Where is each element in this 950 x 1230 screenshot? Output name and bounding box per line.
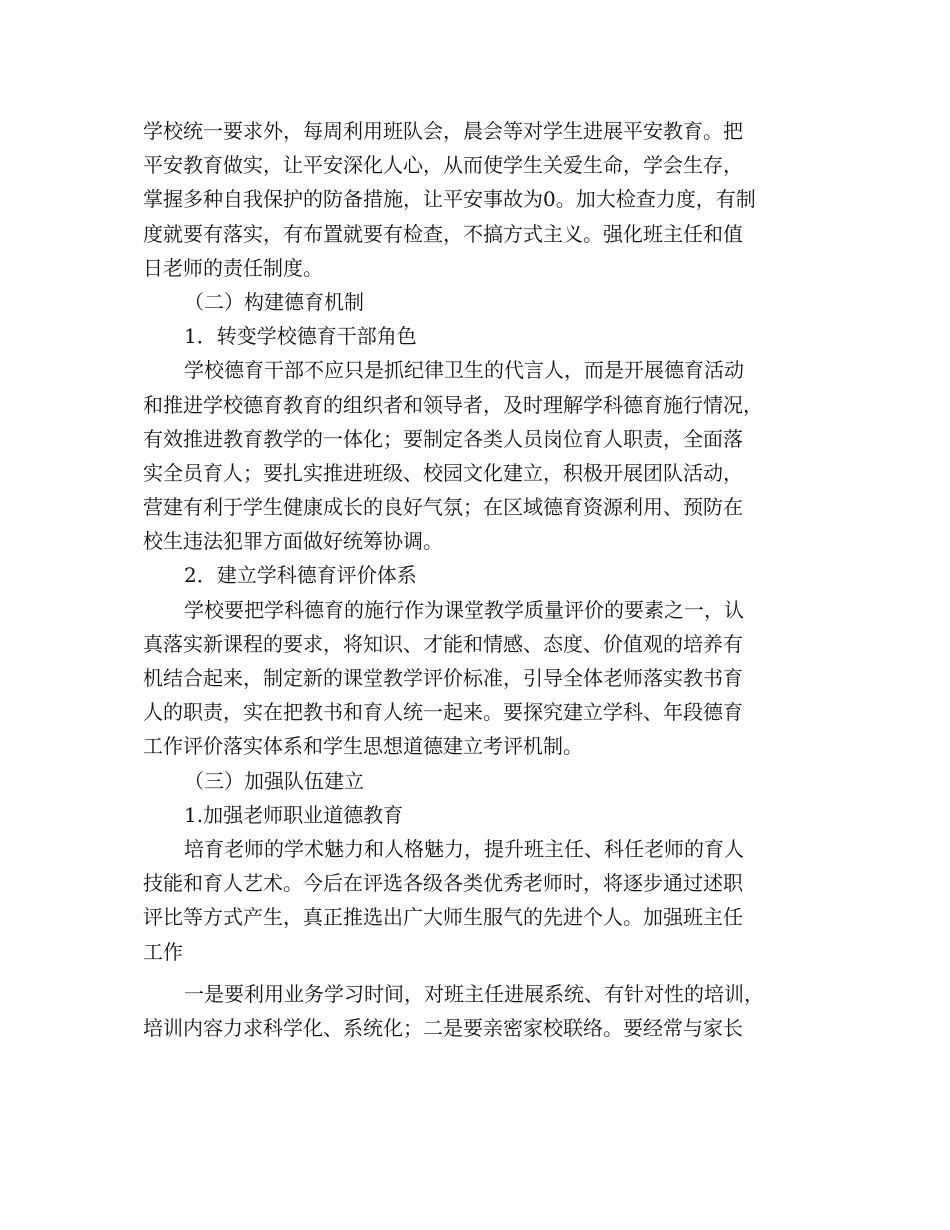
paragraph-line: 和推进学校德育教育的组织者和领导者，及时理解学科德育施行情况， xyxy=(143,392,763,417)
subsection-heading: 1．转变学校德育干部角色 xyxy=(184,324,417,349)
paragraph-line: 校生违法犯罪方面做好统筹协调。 xyxy=(143,529,443,554)
paragraph-line: 评比等方式产生，真正推选出广大师生服气的先进个人。加强班主任 xyxy=(143,905,743,930)
paragraph-line: 掌握多种自我保护的防备措施，让平安事故为0。加大检查力度，有制 xyxy=(143,187,756,212)
paragraph-line: 度就要有落实，有布置就要有检查，不搞方式主义。强化班主任和值 xyxy=(143,221,743,246)
section-heading: （二）构建德育机制 xyxy=(184,289,364,314)
paragraph-line: 培训内容力求科学化、系统化；二是要亲密家校联络。要经常与家长 xyxy=(143,1015,743,1040)
paragraph-line: 学校德育干部不应只是抓纪律卫生的代言人，而是开展德育活动 xyxy=(184,358,744,383)
paragraph-line: 学校统一要求外，每周利用班队会，晨会等对学生进展平安教育。把 xyxy=(143,119,743,143)
paragraph-line: 技能和育人艺术。今后在评选各级各类优秀老师时，将逐步通过述职 xyxy=(143,871,743,896)
paragraph-line: 实全员育人；要扎实推进班级、校园文化建立，积极开展团队活动， xyxy=(143,460,743,485)
paragraph-line: 有效推进教育教学的一体化；要制定各类人员岗位育人职责，全面落 xyxy=(143,426,743,451)
section-heading: （三）加强队伍建立 xyxy=(184,768,364,793)
paragraph-line: 一是要利用业务学习时间，对班主任进展系统、有针对性的培训， xyxy=(184,981,764,1006)
subsection-heading: 1.加强老师职业道德教育 xyxy=(184,802,404,827)
paragraph-line: 机结合起来，制定新的课堂教学评价标准，引导全体老师落实教书育 xyxy=(143,666,743,690)
paragraph-line: 人的职责，实在把教书和育人统一起来。要探究建立学科、年段德育 xyxy=(143,700,743,725)
paragraph-line: 工作 xyxy=(143,939,183,964)
paragraph-line: 平安教育做实，让平安深化人心，从而使学生关爱生命，学会生存， xyxy=(143,153,743,178)
document-body xyxy=(143,114,823,1045)
paragraph-line: 学校要把学科德育的施行作为课堂教学质量评价的要素之一，认 xyxy=(184,597,744,622)
paragraph-line: 日老师的责任制度。 xyxy=(143,255,323,280)
paragraph-line: 培育老师的学术魅力和人格魅力，提升班主任、科任老师的育人 xyxy=(184,836,744,861)
paragraph-line: 工作评价落实体系和学生思想道德建立考评机制。 xyxy=(143,734,583,759)
paragraph-line: 真落实新课程的要求，将知识、才能和情感、态度、价值观的培养有 xyxy=(143,631,743,656)
paragraph-line: 营建有利于学生健康成长的良好气氛；在区域德育资源利用、预防在 xyxy=(143,495,743,520)
subsection-heading: 2．建立学科德育评价体系 xyxy=(184,563,417,588)
